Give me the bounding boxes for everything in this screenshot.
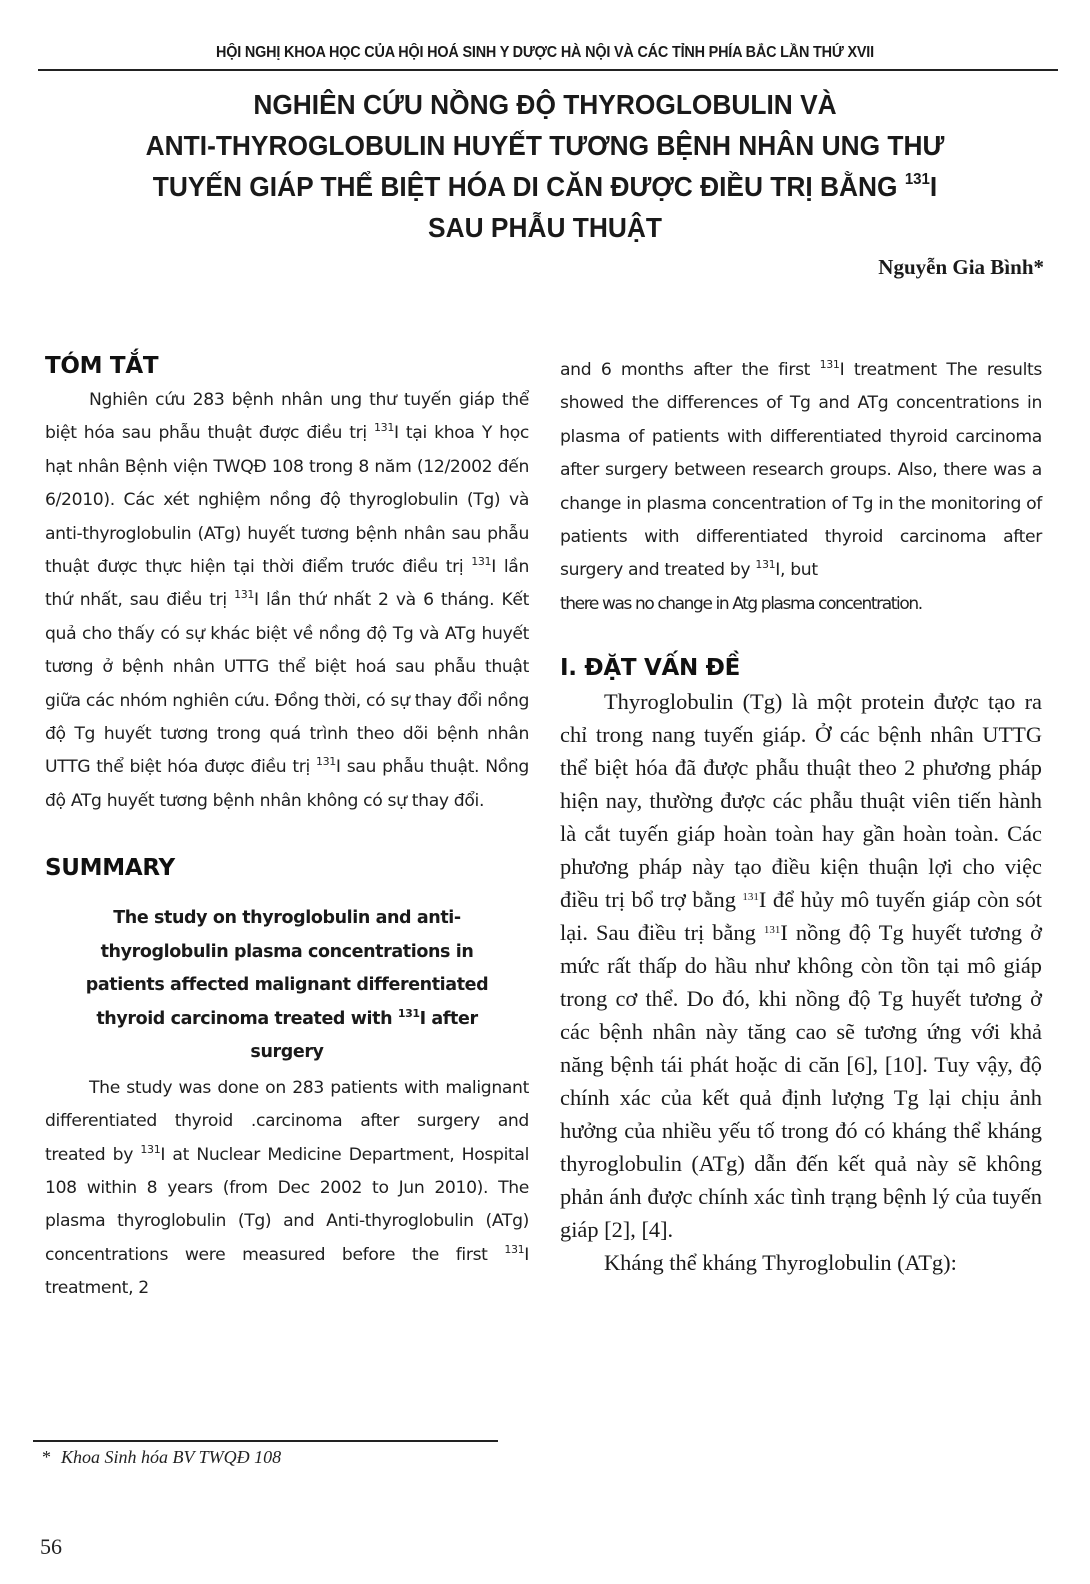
title-line-1: NGHIÊN CỨU NỒNG ĐỘ THYROGLOBULIN VÀ [253, 89, 837, 120]
summary-heading: SUMMARY [45, 855, 175, 882]
summary-last-line: there was no change in Atg plasma concentration. [560, 593, 922, 614]
introduction-para-2: Kháng thể kháng Thyroglobulin (ATg): [604, 1250, 957, 1276]
right-column [560, 350, 1042, 1279]
summary-body-right: and 6 months after the first $^{131}$I treatment The results showed the differences of Tg and ATg concentrations in plasma of patients with differentiated thyroid carcinoma after surgery between research groups. Also, there was a change in plasma concentration of Tg in the monitoring of patients with differentiated thyroid carcinoma after surgery and treated by $^{131}$I, but [560, 358, 1042, 581]
running-header: HỘI NGHỊ KHOA HỌC CỦA HỘI HOÁ SINH Y DƯỢC HÀ NỘI VÀ CÁC TỈNH PHÍA BẮC LẦN THỨ XVII [216, 44, 874, 61]
left-column [45, 350, 529, 1306]
summary-body-left: The study was done on 283 patients with malignant differentiated thyroid .carcinoma after surgery and treated by $^{131}$I at Nuclear Medicine Department, Hospital 108 within 8 years (from Dec 2002 to Jun 2010). The plasma thyroglobulin (Tg) and Anti-thyroglobulin (ATg) concentrations were measured before the first $^{131}$I treatment, 2 [45, 1077, 529, 1299]
introduction-heading: I. ĐẶT VẤN ĐỀ [560, 655, 741, 682]
author-name: Nguyễn Gia Bình* [878, 255, 1044, 279]
introduction-para-1: Thyroglobulin (Tg) là một protein được tạo ra chỉ trong nang tuyến giáp. Ở các bệnh nhân UTTG thể biệt hóa đã được phẫu thuật theo 2 phương pháp hiện nay, thường được các phẫu thuật viên tiến hành là cắt tuyến giáp hoàn toàn hay gần hoàn toàn. Các phương pháp này tạo điều kiện thuận lợi cho việc điều trị bổ trợ bằng $^{131}$I để hủy mô tuyến giáp còn sót lại. Sau điều trị bằng $^{131}$I nồng độ Tg huyết tương ở mức rất thấp do hầu như không còn tồn tại mô giáp trong cơ thể. Do đó, khi nồng độ Tg huyết tương ở các bệnh nhân này tăng cao sẽ tương ứng với khả năng bệnh tái phát hoặc di căn [6], [10]. Tuy vậy, độ chính xác của kết quả định lượng Tg lại chịu ảnh hưởng của nhiều yếu tố trong đó có kháng thể kháng thyroglobulin (ATg) dẫn đến kết quả này sẽ không phản ánh được chính xác tình trạng bệnh lý của tuyến giáp [2], [4]. [560, 689, 1043, 1243]
paper-title [70, 84, 1019, 248]
header-rule [38, 69, 1058, 71]
abstract-vi-body: Nghiên cứu 283 bệnh nhân ung thư tuyến giáp thể biệt hóa sau phẫu thuật được điều trị $^{131}$I tại khoa Y học hạt nhân Bệnh viện TWQĐ 108 trong 8 năm (12/2002 đến 6/2010). Các xét nghiệm nồng độ thyroglobulin (Tg) và anti-thyroglobulin (ATg) huyết tương bệnh nhân sau phẫu thuật được thực hiện tại thời điểm trước điều trị $^{131}$I lần thứ nhất, sau điều trị $^{131}$I lần thứ nhất 2 và 6 tháng. Kết quả cho thấy có sự khác biệt về nồng độ Tg và ATg huyết tương ở bệnh nhân UTTG thể biệt hoá sau phẫu thuật giữa các nhóm nghiên cứu. Đồng thời, có sự thay đổi nồng độ Tg huyết tương trong quá trình theo dõi bệnh nhân UTTG thể biệt hóa được điều trị $^{131}$I sau phẫu thuật. Nồng độ ATg huyết tương bệnh nhân không có sự thay đổi. [45, 390, 530, 811]
title-line-3: TUYẾN GIÁP THỂ BIỆT HÓA DI CĂN ĐƯỢC ĐIỀU TRỊ BẰNG $^{131}$I [152, 171, 938, 202]
isotope-superscript: 131 [904, 171, 930, 188]
page-number: 56 [40, 1534, 62, 1559]
abstract-vi-heading: TÓM TẮT [45, 353, 159, 379]
footnote-text: Khoa Sinh hóa BV TWQĐ 108 [61, 1447, 282, 1467]
footnote-rule [33, 1440, 498, 1442]
title-line-2: ANTI-THYROGLOBULIN HUYẾT TƯƠNG BỆNH NHÂN UNG THƯ [145, 130, 945, 161]
summary-subtitle: The study on thyroglobulin and anti- thyroglobulin plasma concentrations in patients affected malignant differentiated thyroid carcinoma treated with $^{131}$I after surgery [85, 908, 489, 1063]
footnote-marker: * [42, 1447, 51, 1467]
title-line-4: SAU PHẪU THUẬT [428, 212, 662, 243]
footnote [42, 1447, 281, 1468]
